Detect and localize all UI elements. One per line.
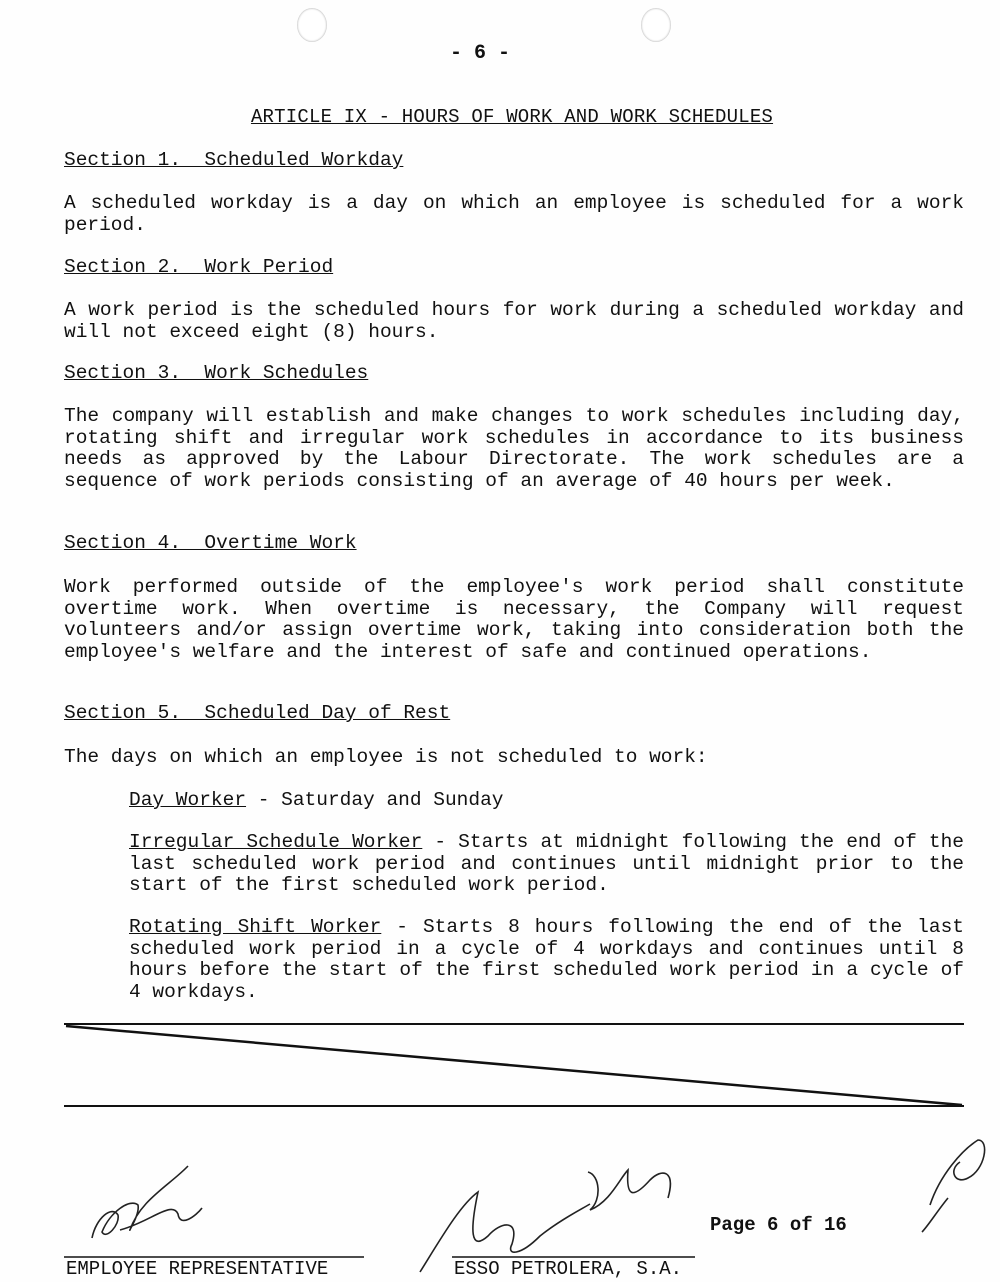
- section-3-text: The company will establish and make changes to work schedules including day, rotating shift and irregular work schedules in accordance to its business needs as approved by the Labour Directorate. The work schedules are a sequence of work periods consisting of an average of 40 hours per week.: [64, 405, 964, 492]
- esso-petrolera-label: ESSO PETROLERA, S.A.: [454, 1258, 683, 1280]
- section-1-heading: Section 1. Scheduled Workday: [64, 149, 404, 171]
- employee-signature: [92, 1166, 202, 1238]
- employee-representative-label: EMPLOYEE REPRESENTATIVE: [66, 1258, 329, 1280]
- worker-desc: - Starts 8 hours following the end of the last scheduled work period in a cycle of 4 workdays and continues until 8 hours before the start of the first scheduled work period in a cycle of 4 workdays.: [129, 916, 964, 1003]
- section-5-text: The days on which an employee is not scheduled to work:: [64, 746, 708, 768]
- section-3-heading: Section 3. Work Schedules: [64, 362, 369, 384]
- section-4-heading: Section 4. Overtime Work: [64, 532, 357, 554]
- section-5-heading: Section 5. Scheduled Day of Rest: [64, 702, 451, 724]
- page-number: - 6 -: [449, 42, 510, 65]
- section-2-text: A work period is the scheduled hours for work during a scheduled workday and will not exceed eight (8) hours.: [64, 299, 964, 343]
- initials-mark: [922, 1140, 985, 1232]
- worker-desc: - Saturday and Sunday: [246, 789, 504, 811]
- page-of-total: Page 6 of 16: [710, 1214, 847, 1236]
- void-line-diagonal: [66, 1026, 962, 1105]
- worker-term: Rotating Shift Worker: [129, 916, 382, 938]
- worker-term: Day Worker: [129, 789, 247, 811]
- worker-desc: - Starts at midnight following the end of the last scheduled work period and continues until midnight prior to the start of the first scheduled work period.: [129, 831, 964, 896]
- section-1-text: A scheduled workday is a day on which an employee is scheduled for a work period.: [64, 192, 964, 236]
- worker-term: Irregular Schedule Worker: [129, 831, 423, 853]
- article-title: ARTICLE IX - HOURS OF WORK AND WORK SCHEDULES: [250, 106, 774, 128]
- section-4-text: Work performed outside of the employee's work period shall constitute overtime work. When overtime is necessary, the Company will request volunteers and/or assign overtime work, taking into consideration both the employee's welfare and the interest of safe and continued operations.: [64, 576, 964, 663]
- section-2-heading: Section 2. Work Period: [64, 256, 334, 278]
